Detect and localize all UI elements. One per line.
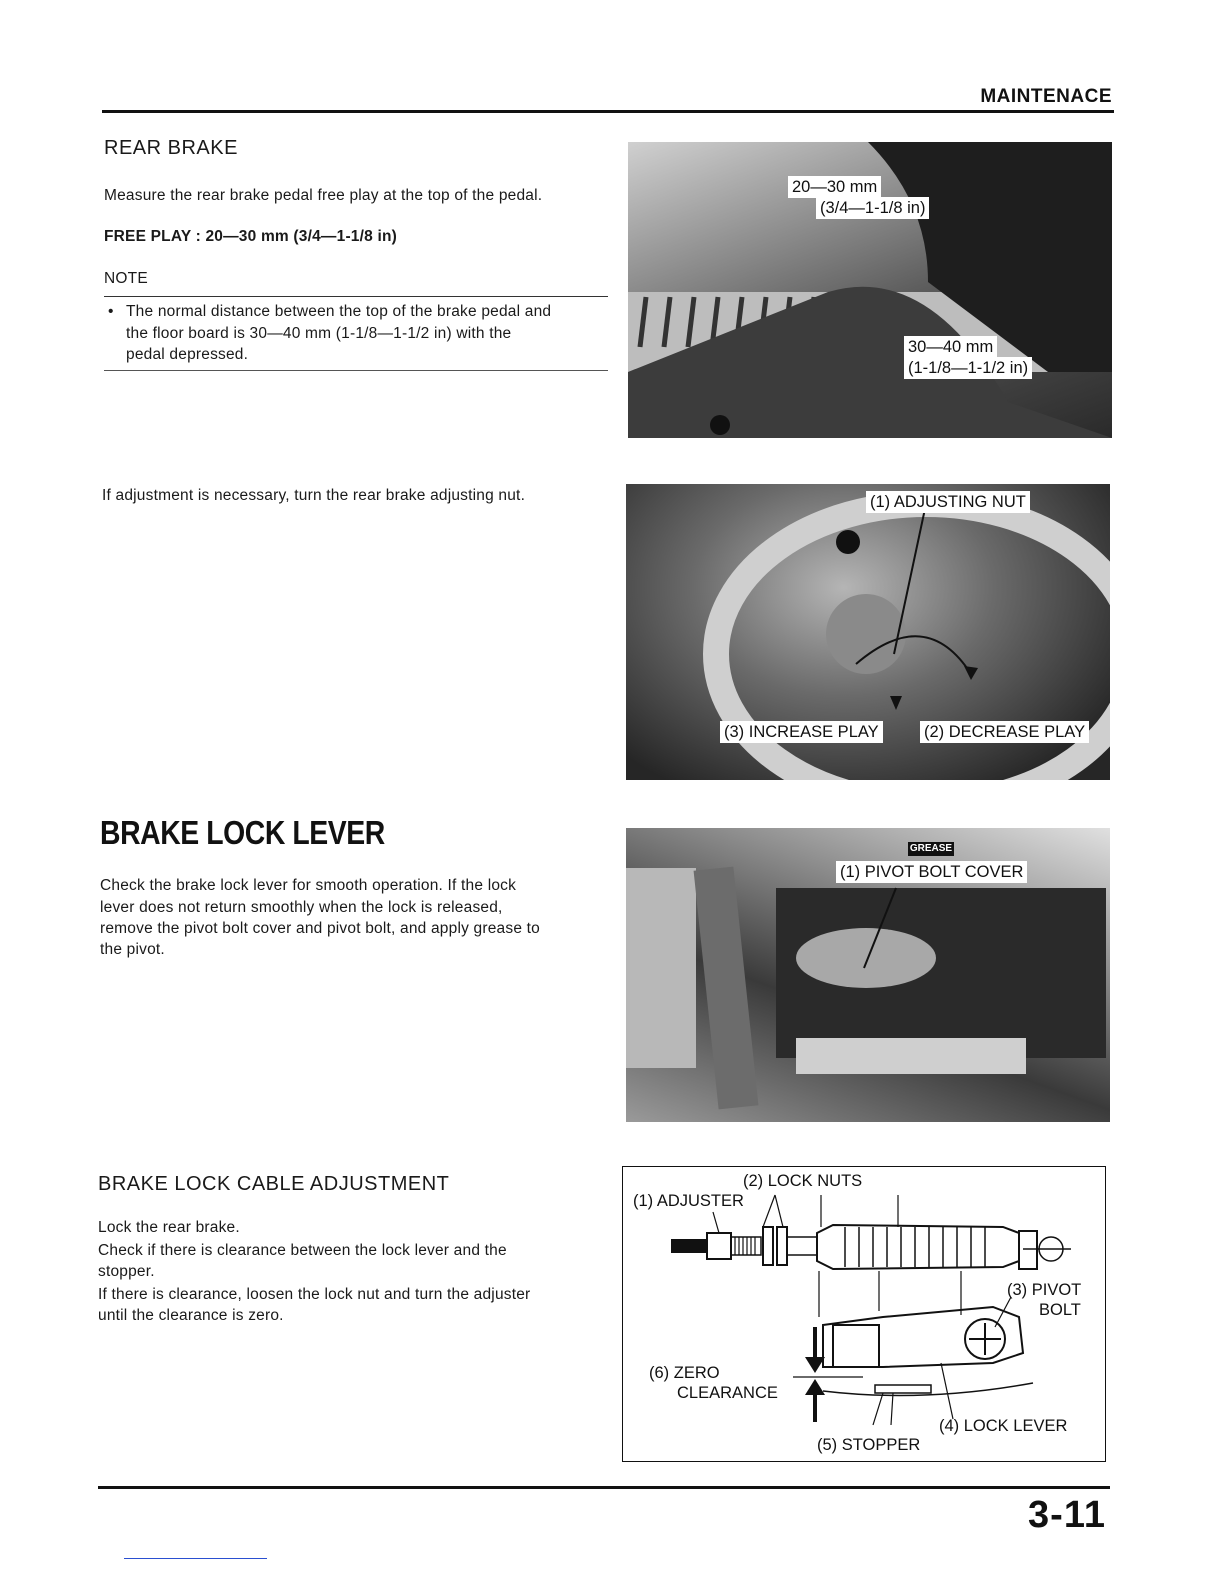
adjuster-label: (1) ADJUSTER xyxy=(633,1192,744,1210)
pedal-distance-callout-a: 30—40 mm xyxy=(904,336,997,358)
zero-clearance-label-a: (6) ZERO xyxy=(649,1364,720,1382)
lock-lever-label: (4) LOCK LEVER xyxy=(939,1417,1068,1435)
pivot-bolt-cover-callout: (1) PIVOT BOLT COVER xyxy=(836,861,1027,883)
cable-line-1: Lock the rear brake. xyxy=(98,1219,240,1236)
brake-lock-line-2: lever does not return smoothly when the lock is released, xyxy=(100,899,503,916)
cable-diagram xyxy=(622,1166,1106,1462)
cable-line-4: If there is clearance, loosen the lock nut and turn the adjuster xyxy=(98,1286,531,1303)
adjust-instruction: If adjustment is necessary, turn the rear brake adjusting nut. xyxy=(102,487,526,504)
decrease-play-callout: (2) DECREASE PLAY xyxy=(920,721,1089,743)
pedal-distance-callout-b: (1-1/8—1-1/2 in) xyxy=(904,357,1032,379)
increase-play-callout: (3) INCREASE PLAY xyxy=(720,721,883,743)
footnote-rule[interactable] xyxy=(124,1558,267,1559)
rear-brake-heading: REAR BRAKE xyxy=(104,137,238,159)
note-bullet: • xyxy=(108,303,114,320)
pivot-bolt-label-a: (3) PIVOT xyxy=(1007,1281,1082,1299)
note-line-2: the floor board is 30—40 mm (1-1/8—1-1/2 in) with the xyxy=(126,325,512,342)
note-label: NOTE xyxy=(104,270,148,287)
stopper-label: (5) STOPPER xyxy=(817,1436,921,1454)
note-top-rule xyxy=(104,296,608,297)
cable-adjustment-heading: BRAKE LOCK CABLE ADJUSTMENT xyxy=(98,1173,450,1195)
adjusting-nut-callout: (1) ADJUSTING NUT xyxy=(866,491,1030,513)
cable-line-5: until the clearance is zero. xyxy=(98,1307,284,1324)
grease-tag: GREASE xyxy=(909,843,953,854)
lock-nuts-label: (2) LOCK NUTS xyxy=(743,1172,863,1190)
cable-line-2: Check if there is clearance between the lock lever and the xyxy=(98,1242,507,1259)
pedal-free-play-callout-a: 20—30 mm xyxy=(788,176,881,198)
brake-lock-line-1: Check the brake lock lever for smooth operation. If the lock xyxy=(100,877,517,894)
section-title: MAINTENACE xyxy=(980,86,1112,107)
note-line-1: The normal distance between the top of the brake pedal and xyxy=(126,303,552,320)
pivot-bolt-label-b: BOLT xyxy=(1039,1301,1081,1319)
page-number: 3-11 xyxy=(1028,1494,1106,1536)
free-play-spec: FREE PLAY : 20—30 mm (3/4—1-1/8 in) xyxy=(104,228,397,245)
note-bottom-rule xyxy=(104,370,608,371)
brake-lock-line-3: remove the pivot bolt cover and pivot bolt, and apply grease to xyxy=(100,920,540,937)
header-rule xyxy=(102,110,1114,113)
rear-brake-intro: Measure the rear brake pedal free play at the top of the pedal. xyxy=(104,187,543,204)
brake-lock-lever-heading: BRAKE LOCK LEVER xyxy=(100,814,385,851)
footer-rule xyxy=(98,1486,1110,1489)
cable-line-3: stopper. xyxy=(98,1263,155,1280)
pedal-free-play-callout-b: (3/4—1-1/8 in) xyxy=(816,197,929,219)
zero-clearance-label-b: CLEARANCE xyxy=(677,1384,778,1402)
note-line-3: pedal depressed. xyxy=(126,346,249,363)
brake-lock-line-4: the pivot. xyxy=(100,941,165,958)
